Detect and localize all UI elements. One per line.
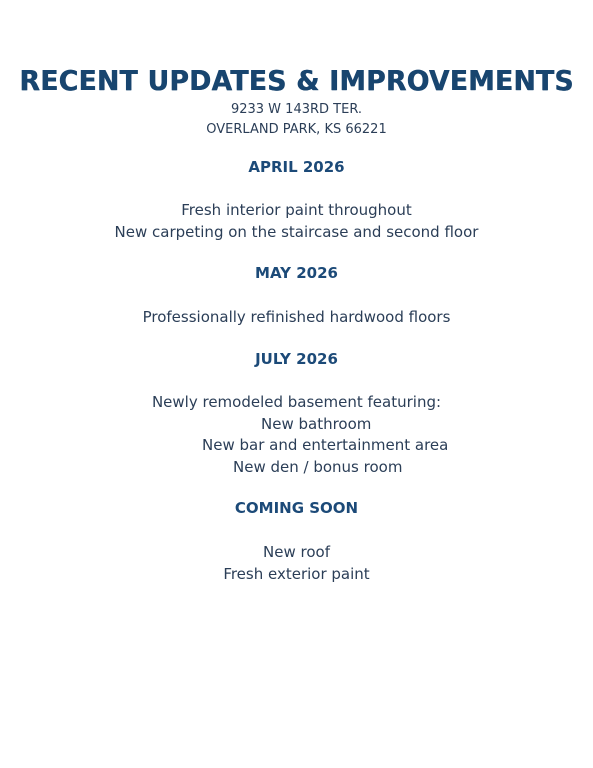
list-item: Professionally refinished hardwood floors: [142, 308, 451, 326]
list-item: New carpeting on the staircase and second floor: [114, 223, 479, 241]
address-line-1: 9233 W 143RD TER.: [230, 102, 363, 117]
section-heading-april-2026: APRIL 2026: [248, 158, 345, 176]
section-heading-may-2026: MAY 2026: [255, 264, 338, 282]
list-item: New bathroom: [261, 415, 372, 433]
address-line-2: OVERLAND PARK, KS 66221: [206, 122, 387, 137]
list-item: New roof: [263, 543, 330, 561]
list-item: Newly remodeled basement featuring:: [151, 393, 442, 411]
list-item: Fresh interior paint throughout: [181, 201, 412, 219]
section-heading-coming-soon: COMING SOON: [234, 499, 359, 517]
list-item: New bar and entertainment area: [202, 436, 449, 454]
document-title: RECENT UPDATES & IMPROVEMENTS: [19, 64, 574, 97]
list-item: New den / bonus room: [233, 458, 403, 476]
list-item: Fresh exterior paint: [223, 565, 370, 583]
section-heading-july-2026: JULY 2026: [255, 350, 338, 368]
